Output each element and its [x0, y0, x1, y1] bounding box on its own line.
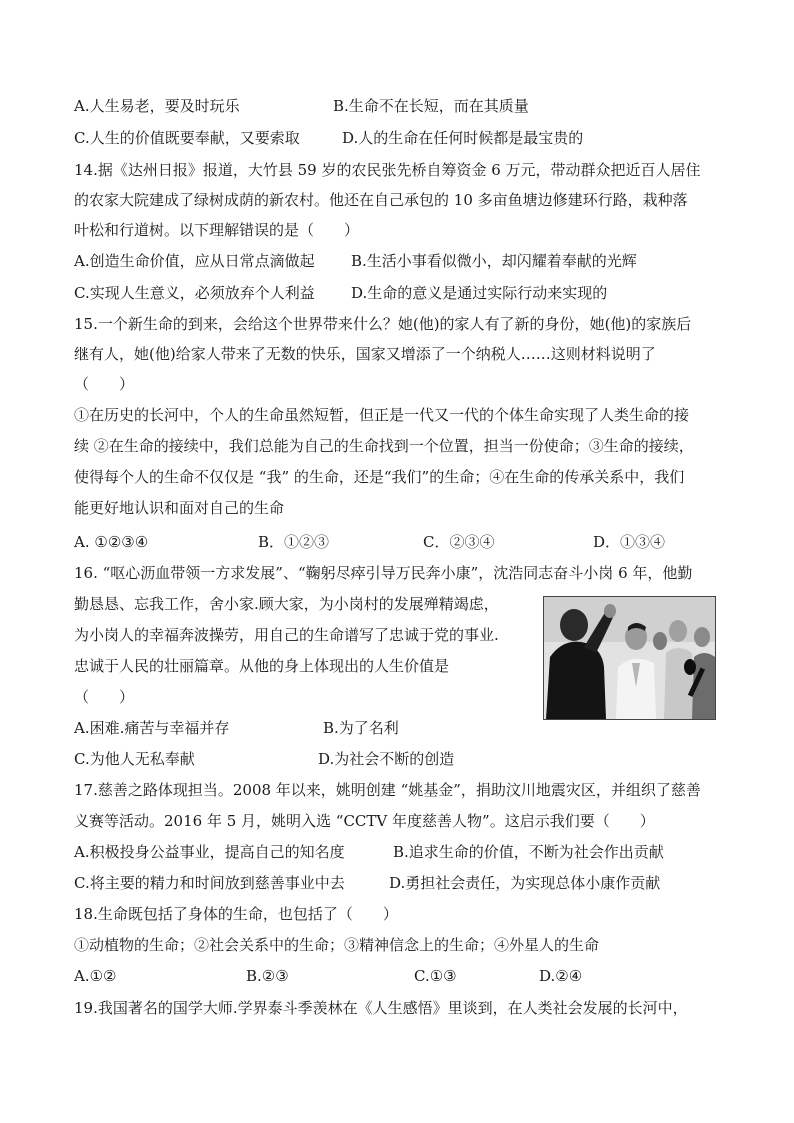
q16-option-c: C.为他人无私奉献 [74, 750, 195, 768]
q18-option-c: C.①③ [414, 967, 457, 985]
q18-option-b: B.②③ [246, 967, 289, 985]
q18-option-a: A.①② [74, 967, 117, 985]
q15-option-a: A. ①②③④ [74, 533, 149, 551]
q16-stem-line-3: 为小岗人的幸福奔波操劳，用自己的生命谱写了忠诚于党的事业. [74, 626, 499, 644]
q13-option-b: B.生命不在长短，而在其质量 [333, 97, 529, 115]
q17-stem-line-2: 义赛等活动。2016 年 5 月，姚明入选 “CCTV 年度慈善人物”。这启示我们要（ ） [74, 812, 655, 830]
q18-option-d: D.②④ [539, 967, 583, 985]
q18-stem-line-1: 18.生命既包括了身体的生命，也包括了（ ） [74, 905, 398, 923]
q14-option-b: B.生活小事看似微小，却闪耀着奉献的光辉 [351, 252, 637, 270]
q17-stem-line-1: 17.慈善之路体现担当。2008 年以来，姚明创建 “姚基金”，捐助汶川地震灾区，并组织了慈善 [74, 781, 701, 799]
q14-stem-line-3: 叶松和行道树。以下理解错误的是（ ） [74, 221, 360, 239]
q16-option-b: B.为了名利 [323, 719, 399, 737]
q16-option-a: A.困难.痛苦与幸福并存 [74, 719, 230, 737]
q19-stem-line-1: 19.我国著名的国学大师.学界泰斗季羡林在《人生感悟》里谈到，在人类社会发展的长河中， [74, 999, 688, 1017]
q14-stem-line-1: 14.据《达州日报》报道，大竹县 59 岁的农民张先桥自筹资金 6 万元，带动群众把近百人居住 [74, 161, 701, 179]
q15-stem-line-5: 续 ②在生命的接续中，我们总能为自己的生命找到一个位置，担当一份使命；③生命的接续， [74, 437, 694, 455]
news-photo [543, 596, 716, 720]
q15-option-b: B．①②③ [258, 533, 330, 551]
q15-stem-line-7: 能更好地认识和面对自己的生命 [74, 499, 285, 517]
q15-stem-line-6: 使得每个人的生命不仅仅是 “我” 的生命，还是“我们”的生命；④在生命的传承关系中，我们 [74, 468, 685, 486]
q17-option-d: D.勇担社会责任，为实现总体小康作贡献 [389, 874, 661, 892]
q13-option-a: A.人生易老，要及时玩乐 [74, 97, 240, 115]
q13-option-c: C.人生的价值既要奉献，又要索取 [74, 129, 300, 147]
q15-stem-line-4: ①在历史的长河中，个人的生命虽然短暂，但正是一代又一代的个体生命实现了人类生命的接 [74, 406, 690, 424]
q16-stem-line-1: 16. “呕心沥血带领一方求发展”、“鞠躬尽瘁引导万民奔小康”，沈浩同志奋斗小岗 6 年，他勤 [74, 564, 693, 582]
q16-stem-line-2: 勤恳恳、忘我工作，舍小家.顾大家，为小岗村的发展殚精竭虑， [74, 595, 499, 613]
q14-option-c: C.实现人生意义，必须放弃个人利益 [74, 284, 315, 302]
q17-option-c: C.将主要的精力和时间放到慈善事业中去 [74, 874, 345, 892]
q16-stem-line-5: （ ） [74, 688, 135, 706]
q18-stem-line-2: ①动植物的生命；②社会关系中的生命；③精神信念上的生命；④外星人的生命 [74, 936, 600, 954]
q15-stem-line-1: 15.一个新生命的到来，会给这个世界带来什么？她(他)的家人有了新的身份，她(他)的家族后 [74, 315, 692, 333]
q16-option-d: D.为社会不断的创造 [318, 750, 455, 768]
q15-option-d: D．①③④ [593, 533, 666, 551]
q17-option-a: A.积极投身公益事业，提高自己的知名度 [74, 843, 345, 861]
q14-stem-line-2: 的农家大院建成了绿树成荫的新农村。他还在自己承包的 10 多亩鱼塘边修建环行路，栽种落 [74, 191, 688, 209]
q16-stem-line-4: 忠诚于人民的壮丽篇章。从他的身上体现出的人生价值是 [74, 657, 450, 675]
q14-option-a: A.创造生命价值，应从日常点滴做起 [74, 252, 315, 270]
q13-option-d: D.人的生命在任何时候都是最宝贵的 [342, 129, 584, 147]
q15-stem-line-2: 继有人，她(他)给家人带来了无数的快乐，国家又增添了一个纳税人……这则材料说明了 [74, 345, 656, 363]
q14-option-d: D.生命的意义是通过实际行动来实现的 [351, 284, 608, 302]
q15-stem-line-3: （ ） [74, 375, 135, 393]
q17-option-b: B.追求生命的价值，不断为社会作出贡献 [393, 843, 664, 861]
q15-option-c: C．②③④ [423, 533, 495, 551]
news-photo-illustration [544, 597, 715, 719]
